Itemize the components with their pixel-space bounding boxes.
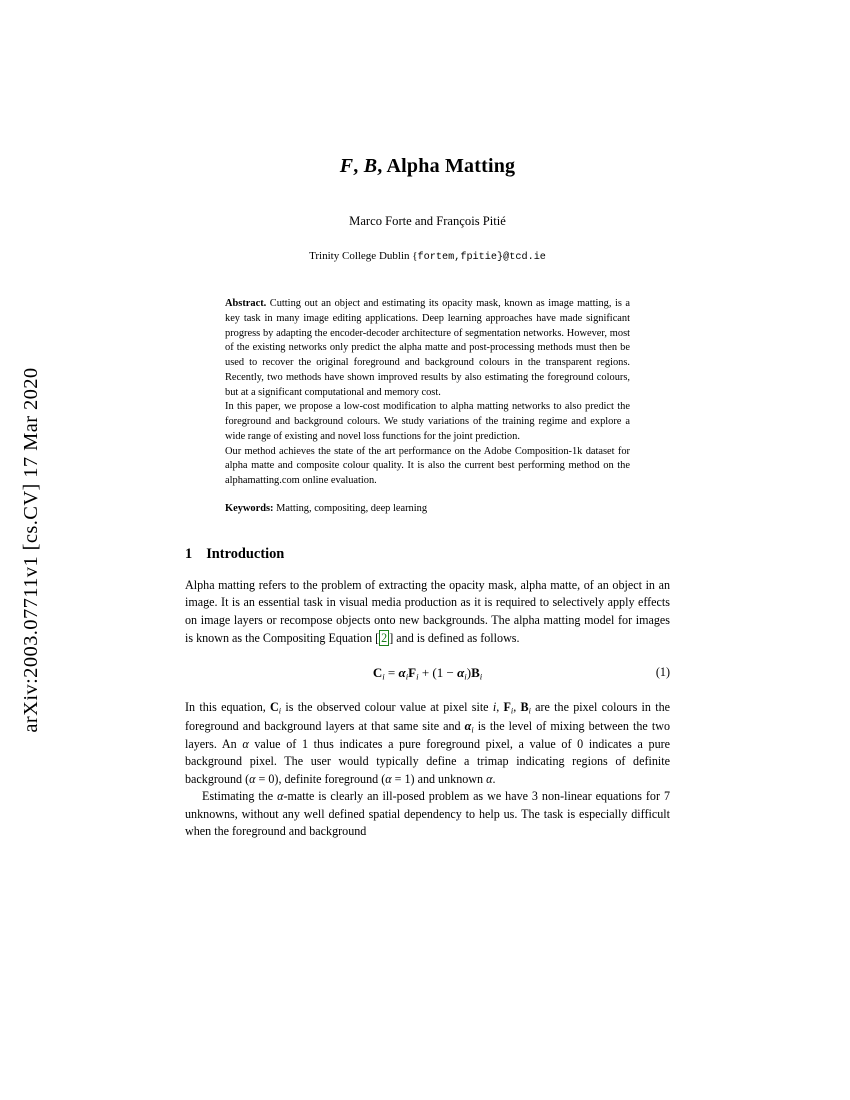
abstract-text-1: Cutting out an object and estimating its opacity mask, known as image matting, is a key task in many image editing applications. Deep learning approaches have made significant progress by adapting the encoder-decoder architecture of segmentation networks. However, most of the existing networks only predict the alpha matte and post-processing methods must then be used to recover the original foreground and background colours in the transparent regions. Recently, two methods have shown improved results by also estimating the foreground colours, but at a significant computational and memory cost. [225,298,630,398]
title-comma-1: , [353,155,359,177]
keywords-label: Keywords: [225,502,274,514]
affiliation [185,250,670,263]
affiliation-email-user: fortem,fpitie [417,252,498,263]
abstract [225,297,630,489]
affiliation-email-domain: }@tcd.ie [497,252,546,263]
authors: Marco Forte and François Pitié [349,214,506,228]
section-heading-introduction [185,546,670,563]
introduction-body [185,577,670,841]
title-symbol-f: F [339,155,354,177]
abstract-paragraph-1 [225,297,630,400]
paper-page [185,0,670,1100]
title-rest: , Alpha Matting [377,155,516,177]
intro-paragraph-3: Estimating the α-matte is clearly an ill-posed problem as we have 3 non-linear equations for 7 unknowns, without any well defined spatial dependency to help us. The task is especially difficult when the foreground and background [185,789,670,839]
citation-link-2[interactable]: 2 [381,630,388,645]
keywords-value: Matting, compositing, deep learning [276,502,428,514]
arxiv-stamp-text: arXiv:2003.07711v1 [cs.CV] 17 Mar 2020 [19,367,42,733]
keywords [225,503,630,514]
equation-1-content: $C_i = \alpha_iF_i + (1 - \alpha_i)B_i$ [372,665,483,682]
equation-1 [185,664,670,683]
intro-paragraph-2: In this equation, $C_i$ is the observed colour value at pixel site i, $F_i$, $B_i$ are the pixel colours in the foreground and background layers at that same site and $\alpha_i$ is the level of mixing between the two layers. An α value of 1 thus indicates a pure foreground pixel, a value of 0 indicates a pure background pixel. The user would typically define a trimap indicating regions of definite background (α = 0), definite foreground (α = 1) and unknown α. [185,700,671,786]
equation-1-number: (1) [655,665,670,680]
abstract-paragraph-2: In this paper, we propose a low-cost modification to alpha matting networks to also predict the foreground and background colours. We study variations of the training regime and explore a wide range of existing and novel loss functions for the joint prediction. [225,401,630,442]
arxiv-stamp [0,0,62,1100]
section-title: Introduction [206,545,285,562]
affiliation-institution: Trinity College Dublin [309,250,410,262]
affiliation-email-open: { [412,250,418,262]
intro-p1-part-a: Alpha matting refers to the problem of extracting the opacity mask, alpha matte, of an object in an image. It is an essential task in visual media production as it is required to selectively apply effects on image layers or recompose objects onto new backgrounds. The alpha matting model for images is known as the Compositing Equation [185,577,670,645]
page-title [185,155,670,178]
intro-p1-part-b: and is defined as follows. [393,630,520,645]
abstract-label: Abstract. [225,298,267,309]
title-symbol-b: B [363,155,378,177]
intro-paragraph-1: Alpha matting refers to the problem of extracting the opacity mask, alpha matte, of an object in an image. It is an essential task in visual media production as it is required to selectively apply effects on image layers or recompose objects onto new backgrounds. The alpha matting model for images is known as the Compositing Equation [ 2 ] and is defined as follows. [185,577,670,645]
section-number: 1 [185,545,193,562]
abstract-paragraph-3: Our method achieves the state of the art performance on the Adobe Composition-1k dataset for alpha matte and composite colour quality. It is also the current best performing method on the alphamatting.com online evaluation. [225,445,630,487]
